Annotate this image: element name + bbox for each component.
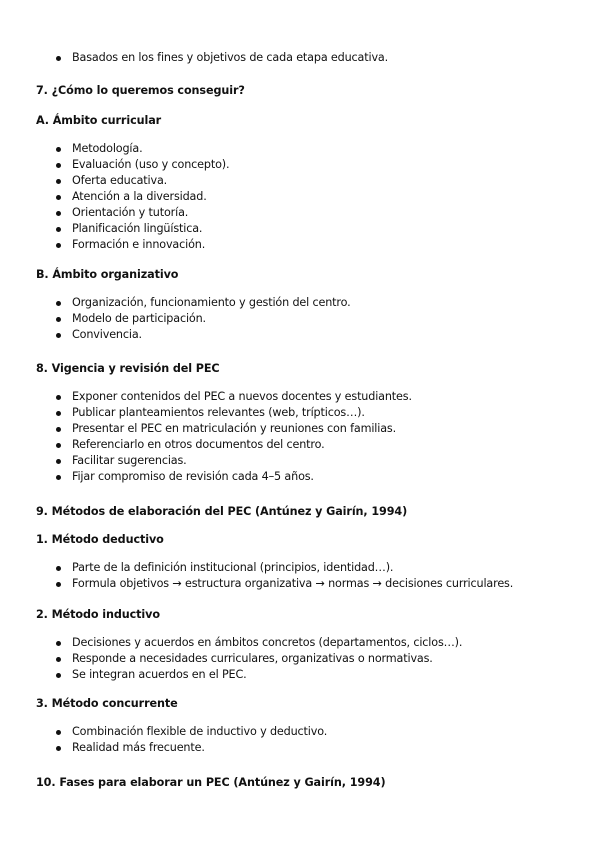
subsection-a-list	[0, 141, 229, 253]
list-item: Responde a necesidades curriculares, organizativas o normativas.	[0, 651, 462, 667]
section-10-heading: 10. Fases para elaborar un PEC (Antúnez y Gairín, 1994)	[36, 776, 386, 789]
list-item: Facilitar sugerencias.	[0, 453, 412, 469]
bullet-icon	[56, 243, 61, 248]
list-item: Modelo de participación.	[0, 311, 351, 327]
bullet-icon	[56, 582, 61, 587]
bullet-icon	[56, 641, 61, 646]
list-item: Exponer contenidos del PEC a nuevos docentes y estudiantes.	[0, 389, 412, 405]
subsection-a-heading: A. Ámbito curricular	[36, 114, 162, 127]
section-8-list	[0, 389, 412, 485]
list-item: Presentar el PEC en matriculación y reuniones con familias.	[0, 421, 412, 437]
bullet-icon	[56, 411, 61, 416]
bullet-icon	[56, 746, 61, 751]
list-item: Fijar compromiso de revisión cada 4–5 años.	[0, 469, 412, 485]
method-2-list	[0, 635, 462, 683]
subsection-b-heading: B. Ámbito organizativo	[36, 268, 179, 281]
list-item: Organización, funcionamiento y gestión del centro.	[0, 295, 351, 311]
bullet-icon	[56, 317, 61, 322]
method-1-heading: 1. Método deductivo	[36, 533, 164, 546]
bullet-icon	[56, 566, 61, 571]
bullet-icon	[56, 179, 61, 184]
method-3-list	[0, 724, 327, 756]
section-7-heading: 7. ¿Cómo lo queremos conseguir?	[36, 84, 245, 97]
list-item: Oferta educativa.	[0, 173, 229, 189]
top-bullet-list	[0, 50, 388, 66]
bullet-icon	[56, 301, 61, 306]
list-item: Orientación y tutoría.	[0, 205, 229, 221]
bullet-icon	[56, 657, 61, 662]
bullet-icon	[56, 427, 61, 432]
bullet-icon	[56, 395, 61, 400]
list-item: Metodología.	[0, 141, 229, 157]
bullet-icon	[56, 443, 61, 448]
method-3-heading: 3. Método concurrente	[36, 697, 178, 710]
bullet-icon	[56, 730, 61, 735]
bullet-icon	[56, 163, 61, 168]
list-item: Basados en los fines y objetivos de cada etapa educativa.	[0, 50, 388, 66]
bullet-icon	[56, 475, 61, 480]
bullet-icon	[56, 195, 61, 200]
bullet-icon	[56, 673, 61, 678]
bullet-icon	[56, 56, 61, 61]
section-8-heading: 8. Vigencia y revisión del PEC	[36, 362, 220, 375]
bullet-icon	[56, 147, 61, 152]
method-1-list	[0, 560, 513, 592]
list-item: Decisiones y acuerdos en ámbitos concretos (departamentos, ciclos…).	[0, 635, 462, 651]
list-item: Combinación flexible de inductivo y deductivo.	[0, 724, 327, 740]
section-9-heading: 9. Métodos de elaboración del PEC (Antúnez y Gairín, 1994)	[36, 505, 408, 518]
list-item: Realidad más frecuente.	[0, 740, 327, 756]
list-item: Formula objetivos → estructura organizativa → normas → decisiones curriculares.	[0, 576, 513, 592]
list-item: Publicar planteamientos relevantes (web, trípticos…).	[0, 405, 412, 421]
list-item: Se integran acuerdos en el PEC.	[0, 667, 462, 683]
list-item: Planificación lingüística.	[0, 221, 229, 237]
list-item: Parte de la definición institucional (principios, identidad…).	[0, 560, 513, 576]
bullet-icon	[56, 211, 61, 216]
list-item: Formación e innovación.	[0, 237, 229, 253]
list-item: Referenciarlo en otros documentos del centro.	[0, 437, 412, 453]
bullet-icon	[56, 333, 61, 338]
method-2-heading: 2. Método inductivo	[36, 608, 160, 621]
list-item: Atención a la diversidad.	[0, 189, 229, 205]
bullet-icon	[56, 227, 61, 232]
subsection-b-list	[0, 295, 351, 343]
list-item: Evaluación (uso y concepto).	[0, 157, 229, 173]
list-item: Convivencia.	[0, 327, 351, 343]
bullet-icon	[56, 459, 61, 464]
